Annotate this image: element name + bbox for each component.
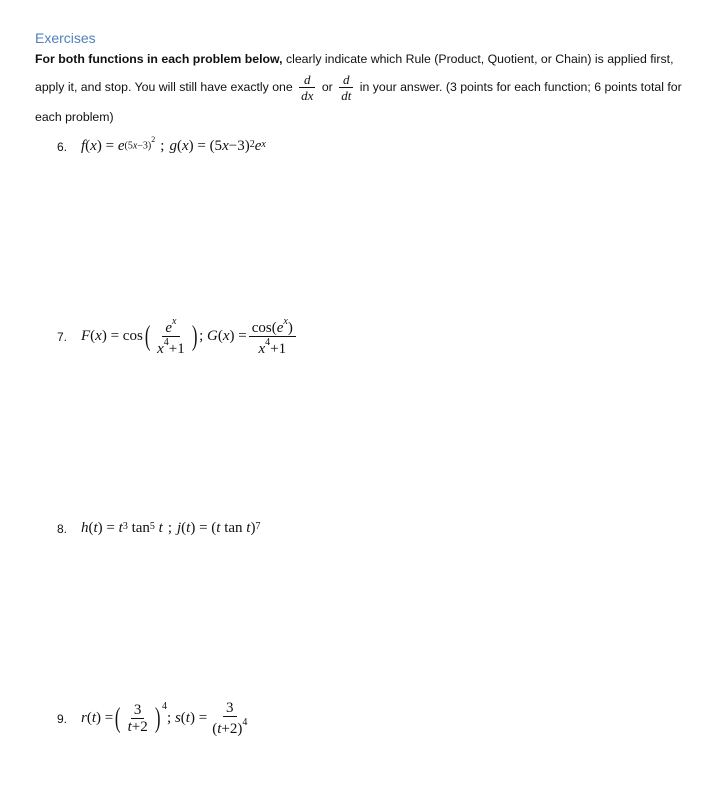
instructions-line-2-end: in your answer. (3 points for each function; 6 points total for	[359, 79, 682, 94]
problem-7	[57, 316, 298, 357]
instructions-bold: For both functions in each problem below,	[35, 52, 283, 66]
instructions-line-2-start: apply it, and stop. You will still have exactly one	[35, 79, 293, 94]
problem-number: 6.	[57, 139, 68, 154]
problem-8-functions: h ( t ) = t $^3$ tan $^5$ t ; j ( t ) = ( t tan t ) $^7$	[81, 520, 261, 536]
instructions-line-2	[35, 72, 682, 103]
d-dt-fraction: $\frac{d}{dt}$	[341, 72, 352, 103]
instructions-line-3: each problem)	[35, 110, 114, 124]
instructions-line-1-rest: clearly indicate which Rule (Product, Quotient, or Chain) is applied first,	[282, 52, 674, 66]
problem-6	[57, 135, 266, 155]
d-dx-fraction: $\frac{d}{dx}$	[301, 72, 314, 103]
problem-9	[57, 700, 252, 737]
problem-number: 8.	[57, 521, 68, 536]
problem-number: 7.	[57, 329, 68, 344]
problem-9-functions: r ( t ) = ( 3 t+2 ) $^4$ ; s ( t ) = 3 $(t+2)^4$	[81, 700, 248, 737]
problem-number: 9.	[57, 711, 68, 726]
problem-7-functions: F ( x ) = cos ( $e^x$ $x^4+1$ ) ; G ( x ) = $\cos(e^x)$ $x^4+1$	[81, 316, 298, 357]
problem-6-functions: f ( x ) = e $^{(5x -3)^2}$ ; g ( x ) = (5 x −3) $^2$ e $^x$	[81, 135, 266, 154]
page-title: Exercises	[35, 30, 96, 46]
problem-8	[57, 520, 260, 537]
instructions-line-1	[35, 53, 674, 65]
instructions-or: or	[321, 79, 333, 94]
